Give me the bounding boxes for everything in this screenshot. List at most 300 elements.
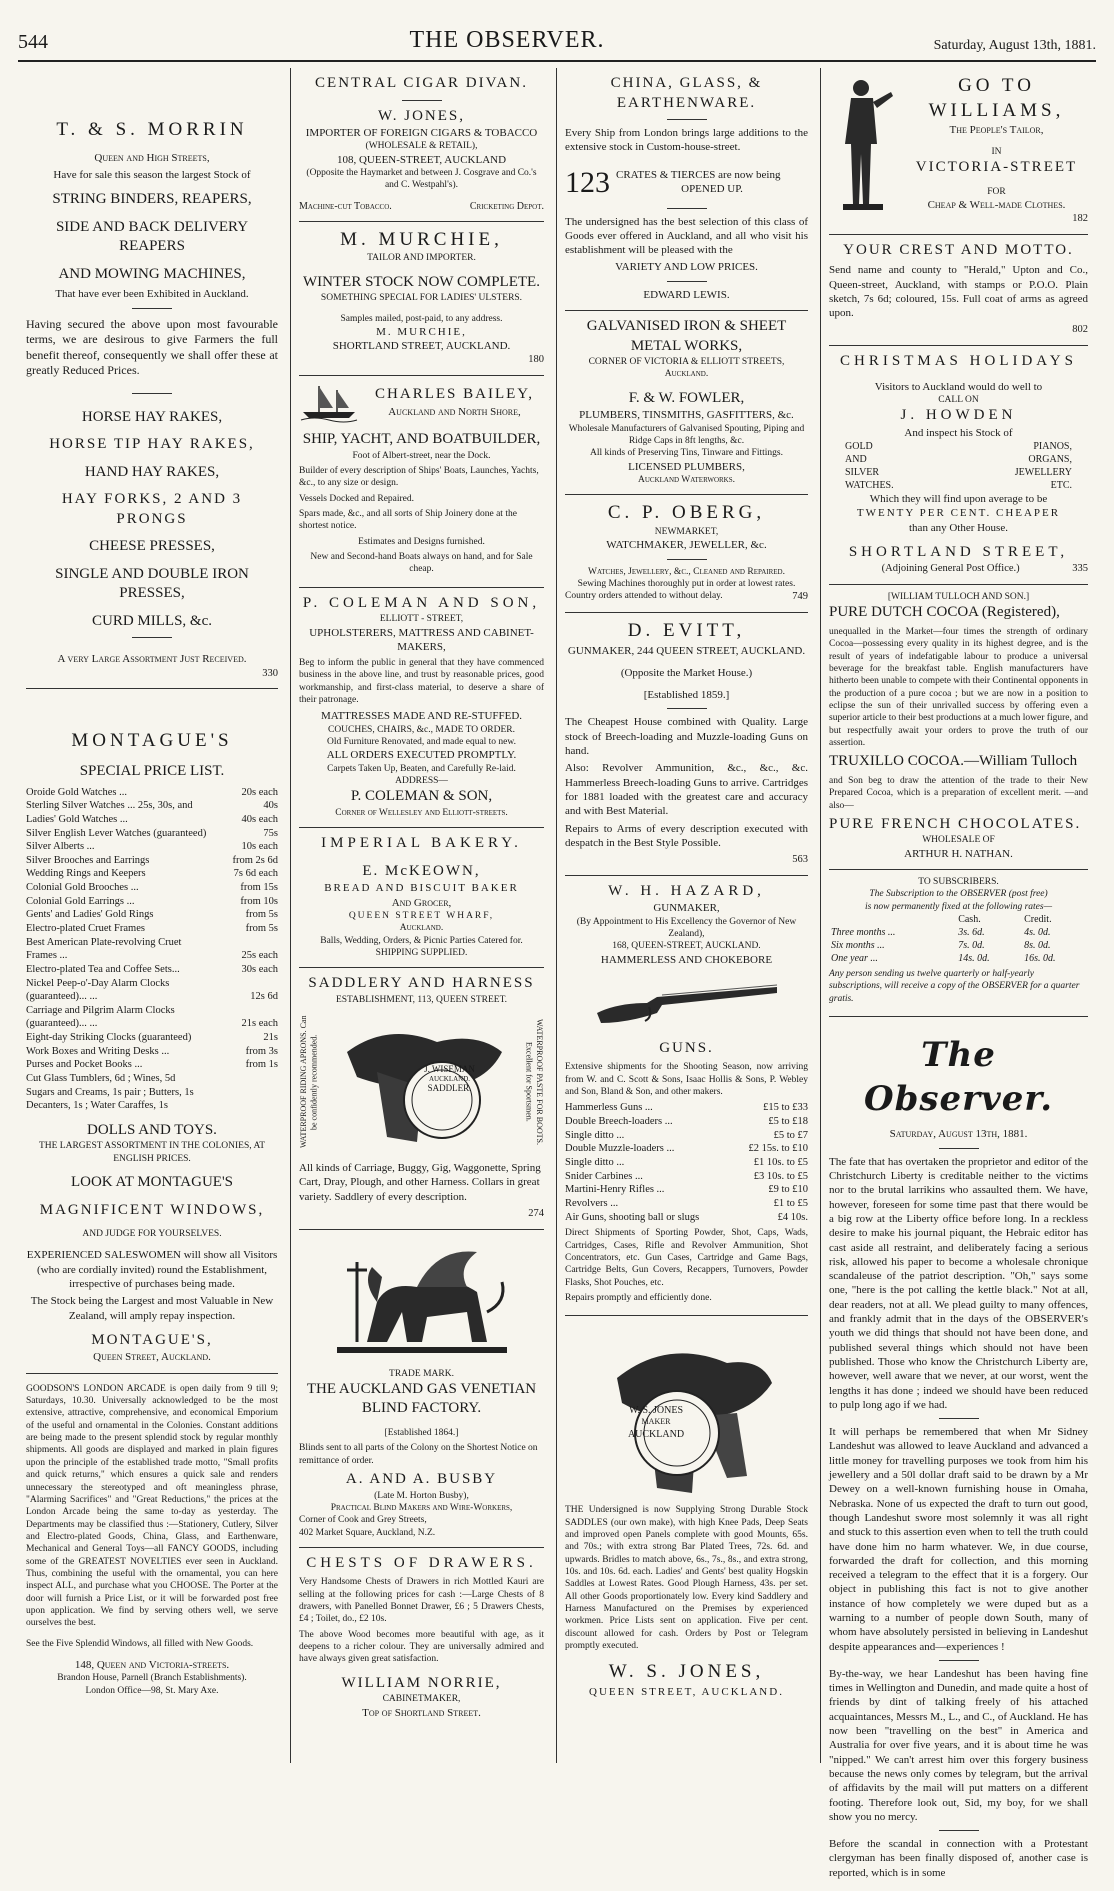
- ad-text: CORNER OF VICTORIA & ELLIOTT STREETS,: [588, 357, 785, 368]
- ad-item: AND MOWING MACHINES,: [58, 265, 246, 282]
- stock-item: ETC.: [1050, 480, 1072, 492]
- ad-text: Extensive shipments for the Shooting Season, now arriving from W. and C. Scott & Sons, Isaac Hollis & Sons, P. Webley and Son, Bland & Son, and other makers.: [565, 1062, 808, 1098]
- item-label: Wedding Rings and Keepers: [26, 868, 146, 880]
- subscription-table: [829, 913, 1088, 965]
- stamp-text: AUCKLAND.: [428, 1074, 471, 1083]
- item-price: 40s each: [241, 813, 278, 825]
- ad-text: Estimates and Designs furnished.: [358, 536, 485, 547]
- price-list: [565, 1101, 808, 1224]
- item-label: Decanters, 1s ; Water Caraffes, 1s: [26, 1100, 168, 1112]
- item-price: 21s: [263, 1032, 278, 1044]
- price-list: [26, 786, 278, 1113]
- tailor-figure-icon: [829, 74, 899, 214]
- ad-text: Spars made, &c., and all sorts of Ship Joinery done at the shortest notice.: [299, 508, 517, 532]
- ad-text: SHORTLAND STREET, AUCKLAND.: [332, 340, 511, 353]
- column-3: [556, 68, 816, 1763]
- item-price: from 3s: [245, 1045, 278, 1057]
- list-item: [565, 1101, 808, 1115]
- ad-text: QUEEN STREET WHARF,: [348, 910, 495, 921]
- side-caption: WATERPROOF PASTE FOR BOOTS. Excellent for Sportsmen.: [524, 1019, 544, 1146]
- ad-text: Having secured the above upon most favourable terms, we are desirous to give Farmers the full benefit thereof, consequently we shall offer these at greatly Reduced Prices.: [26, 316, 278, 378]
- ad-text: TWENTY PER CENT. CHEAPER: [856, 507, 1061, 520]
- ad-text: Cheap & Well-made Clothes.: [927, 198, 1066, 211]
- ad-text: ADDRESS—: [395, 776, 448, 787]
- item-label: Single ditto ...: [565, 1157, 625, 1168]
- ad-goodson: [26, 1374, 278, 1705]
- ad-name: WILLIAM NORRIE,: [341, 1674, 502, 1691]
- item-price: £9 to £10: [768, 1184, 808, 1196]
- ad-bailey: [299, 376, 544, 588]
- item-price: 12s 6d: [250, 991, 278, 1003]
- ad-morrin: [26, 68, 278, 689]
- ad-item: HORSE TIP HAY RAKES,: [49, 436, 255, 453]
- ad-text: WHOLESALE OF: [922, 835, 995, 846]
- ad-text: THE Undersigned is now Supplying Strong Durable Stock SADDLES (our own make), with high Knee Pads, Deep Seats and improved open Panels complete with good Mounts, 65s. and 70s.; with extra strong Bar Plated Trees, 72s. 6d. and upwards. Bridles to match above, 6s., 7s., 8s., and extra strong, 10s. and 10s. 6d. each. Ladies' and Gents' best quality Hogskin Saddles at Lowest Rates. Good Plough Harness, 43s. per set. All other Goods proportionately low. Every kind Saddlery and Harness Manufactured on the Premises by experienced workmen. Price Lists sent on application. Five per cent. discount allowed for cash. Orders by Post or Telegram promptly executed.: [565, 1505, 808, 1652]
- ad-heading: CHESTS OF DRAWERS.: [306, 1554, 537, 1571]
- ad-heading: W. H. HAZARD,: [608, 882, 765, 899]
- ad-text: NEWMARKET,: [654, 526, 719, 537]
- list-item: [565, 1183, 808, 1197]
- notice-text: Any person sending us twelve quarterly or half-yearly subscriptions, will receive a copy of the OBSERVER for a quarter gratis.: [829, 969, 1080, 1004]
- stock-left: [845, 440, 959, 492]
- item-label: Hammerless Guns ...: [565, 1102, 653, 1114]
- ad-heading: T. & S. MORRIN: [56, 119, 248, 140]
- item-label: Eight-day Striking Clocks (guaranteed): [26, 1032, 192, 1044]
- ad-text: FOR: [987, 186, 1006, 197]
- ad-heading: TRUXILLO COCOA.—William Tulloch: [829, 753, 1078, 770]
- stock-item: WATCHES.: [845, 480, 894, 492]
- ad-item: CURD MILLS, &c.: [92, 612, 212, 629]
- list-item: [565, 1197, 808, 1211]
- editorial-paragraph: Before the scandal in connection with a Protestant clergyman has been finally disposed of, another case is reported, which is in some: [829, 1838, 1088, 1879]
- item-price: from 10s: [240, 895, 278, 907]
- divider: [132, 308, 172, 309]
- ad-item: SIDE AND BACK DELIVERY REAPERS: [55, 218, 249, 255]
- ad-text: [Established 1864.]: [384, 1427, 459, 1438]
- ad-text: The People's Tailor,: [949, 124, 1044, 137]
- list-item: [565, 1211, 808, 1225]
- item-label: Colonial Gold Brooches ...: [26, 882, 139, 894]
- ad-heading: C. P. OBERG,: [607, 502, 766, 524]
- item-label: Sugars and Creams, 1s pair ; Butters, 1s: [26, 1086, 194, 1098]
- table-cell: 14s. 0d.: [958, 953, 990, 965]
- list-item: [26, 895, 278, 909]
- editorial-date: Saturday, August 13th, 1881.: [889, 1128, 1028, 1141]
- ad-text: Direct Shipments of Sporting Powder, Shot, Caps, Wads, Cartridges, Cases, Rifle and Revolver Ammunition, Shot Concentrators, etc. Gun Cases, Cartridge and Game Bags, Cartridge Belts, Gun Covers, Recappers, Turnovers, Powder Flasks, Shot Pouches, etc.: [565, 1228, 808, 1288]
- list-item: [26, 1017, 278, 1031]
- ad-heading: CHRISTMAS HOLIDAYS: [840, 353, 1077, 370]
- table-cell: 7s. 0d.: [958, 940, 985, 952]
- ad-hazard: [565, 876, 808, 1316]
- ad-text: Builder of every description of Ships' Boats, Launches, Yachts, &c., to any size or design.: [299, 465, 539, 489]
- ad-text: All kinds of Carriage, Buggy, Gig, Waggonette, Spring Cart, Dray, Plough, and other Harness. Collars in great variety. Saddlery of every description.: [299, 1162, 541, 1203]
- ad-text: Beg to inform the public in general that they have commenced business in the above line, and trust by reasonable prices, good workmanship, and first-class material, to deserve a share of their patronage.: [299, 658, 544, 706]
- ad-text: HAMMERLESS AND CHOKEBORE: [600, 953, 773, 966]
- ad-subheading: SPECIAL PRICE LIST.: [79, 763, 225, 780]
- ad-montague: [26, 689, 278, 1373]
- item-price: 40s: [263, 800, 278, 812]
- ad-text: Foot of Albert-street, near the Dock.: [352, 450, 491, 461]
- ad-number: 335: [1072, 563, 1088, 575]
- item-price: £1 to £5: [773, 1197, 808, 1209]
- ad-item: MAGNIFICENT WINDOWS,: [39, 1201, 265, 1218]
- issue-date: Saturday, August 13th, 1881.: [933, 38, 1096, 53]
- item-label: Snider Carbines ...: [565, 1170, 643, 1182]
- item-price: 20s each: [241, 786, 278, 798]
- ad-heading: PURE FRENCH CHOCOLATES.: [829, 815, 1082, 832]
- ad-text: (Opposite the Market House.): [620, 666, 753, 679]
- stock-right: [959, 440, 1073, 492]
- ad-text: ELLIOTT - STREET,: [379, 614, 464, 625]
- item-price: £3 10s. to £5: [753, 1170, 808, 1182]
- list-item: [26, 990, 278, 1004]
- griffin-trademark: [299, 1242, 544, 1362]
- divider: [939, 1660, 979, 1661]
- ad-text: And Grocer,: [391, 896, 452, 909]
- ad-text: IMPORTER OF FOREIGN CIGARS & TOBACCO: [305, 127, 538, 139]
- ad-heading: PURE DUTCH COCOA (Registered),: [829, 604, 1060, 621]
- ad-text: EXPERIENCED SALESWOMEN will show all Visitors (who are cordially invited) round the Establishment, irrespective of purchases being made.: [26, 1249, 278, 1291]
- divider: [939, 1418, 979, 1419]
- table-row: [829, 939, 1088, 952]
- ad-name: EDWARD LEWIS.: [643, 288, 730, 301]
- list-item: [26, 1086, 278, 1100]
- column-2: [290, 68, 552, 1763]
- ad-name: A. AND A. BUSBY: [345, 1471, 498, 1488]
- saddle-illustration: [565, 1328, 808, 1498]
- ad-text: 402 Market Square, Auckland, N.Z.: [299, 1527, 436, 1538]
- table-cell: Three months ...: [831, 927, 896, 939]
- ad-heading: SADDLERY AND HARNESS: [308, 975, 535, 992]
- list-item: [26, 840, 278, 854]
- ad-text: MATTRESSES MADE AND RE-STUFFED.: [320, 710, 523, 723]
- stock-item: JEWELLERY: [1014, 467, 1072, 479]
- ad-text: PLUMBERS, TINSMITHS, GASFITTERS, &c.: [579, 409, 794, 422]
- ad-text: The above Wood becomes more beautiful with age, as it deepens to a richer colour. They are universally admired and have always given great satisfaction.: [299, 1629, 544, 1665]
- item-label: Silver Alberts ...: [26, 841, 95, 853]
- list-item: [565, 1170, 808, 1184]
- ad-saddlery: [299, 968, 544, 1229]
- ad-heading: MONTAGUE'S: [71, 730, 233, 752]
- ad-number: 749: [792, 591, 808, 603]
- divider: [132, 393, 172, 394]
- list-item: [565, 1156, 808, 1170]
- ad-text: Sewing Machines thoroughly put in order at lowest rates.: [577, 578, 796, 589]
- ad-text: TAILOR AND IMPORTER.: [367, 253, 476, 264]
- ad-text: The Stock being the Largest and most Valuable in New Zealand, will amply repay inspection.: [30, 1295, 274, 1322]
- ad-name: F. & W. FOWLER,: [628, 389, 745, 406]
- ad-text: VARIETY AND LOW PRICES.: [615, 261, 758, 274]
- ad-text: than any Other House.: [909, 521, 1008, 534]
- ad-text: All kinds of Preserving Tins, Tinware and Fittings.: [590, 448, 783, 459]
- ad-text: COUCHES, CHAIRS, &c., MADE TO ORDER.: [327, 724, 516, 735]
- list-item: [26, 786, 278, 800]
- ad-heading: P. COLEMAN AND SON,: [302, 594, 541, 611]
- ad-imperial-bakery: [299, 828, 544, 968]
- divider: [667, 559, 707, 560]
- ad-text: New and Second-hand Boats always on hand, and for Sale cheap.: [310, 551, 533, 575]
- masthead: [18, 28, 1096, 62]
- ad-text: OPENED UP.: [681, 183, 743, 196]
- stock-item: PIANOS,: [1033, 441, 1072, 453]
- ad-text: UPHOLSTERERS, MATTRESS AND CABINET-MAKERS,: [309, 626, 534, 653]
- item-price: 21s each: [241, 1018, 278, 1030]
- ad-address: Queen Street, Auckland.: [93, 1351, 211, 1364]
- ad-text: VICTORIA-STREET: [915, 159, 1078, 176]
- item-price: from 2s 6d: [232, 854, 278, 866]
- list-item: [26, 1031, 278, 1045]
- ad-heading: M. MURCHIE,: [340, 228, 503, 250]
- ad-heading: THE AUCKLAND GAS VENETIAN BLIND FACTORY.: [306, 1380, 537, 1417]
- ad-text: Blinds sent to all parts of the Colony on the Shortest Notice on remittance of order.: [299, 1443, 538, 1466]
- item-label: Work Boxes and Writing Desks ...: [26, 1045, 170, 1057]
- ad-text: (WHOLESALE & RETAIL),: [365, 141, 478, 152]
- ad-number: 563: [792, 854, 808, 866]
- item-label: Best American Plate-revolving Cruet: [26, 936, 182, 948]
- ad-galvanised: [565, 311, 808, 495]
- ad-text: Auckland Waterworks.: [637, 474, 736, 485]
- item-price: £4 10s.: [777, 1211, 808, 1223]
- ad-blind-factory: [299, 1230, 544, 1548]
- ad-name: P. COLEMAN & SON,: [350, 788, 493, 805]
- ad-murchie: [299, 222, 544, 376]
- item-price: 25s each: [241, 950, 278, 962]
- ad-text: THE LARGEST ASSORTMENT IN THE COLONIES, AT ENGLISH PRICES.: [38, 1141, 266, 1164]
- saddle-illustration: [321, 1012, 522, 1152]
- ad-footer-row: [299, 200, 544, 213]
- ad-chests: [299, 1548, 544, 1728]
- ad-text: That have ever been Exhibited in Auckland.: [55, 288, 249, 301]
- item-label: Silver Brooches and Earrings: [26, 854, 150, 866]
- side-caption: WATERPROOF RIDING APRONS. Can be confidently recommended.: [299, 1015, 319, 1149]
- divider: [939, 1830, 979, 1831]
- big-number: 123: [565, 165, 610, 199]
- list-item: [565, 1142, 808, 1156]
- ad-subheading: ESTABLISHMENT, 113, QUEEN STREET.: [335, 994, 508, 1005]
- stamp-text: AUCKLAND: [627, 1428, 685, 1440]
- column-4: [820, 68, 1096, 1879]
- ad-text: BREAD AND BISCUIT BAKER: [324, 882, 519, 895]
- ad-heading: IMPERIAL BAKERY.: [321, 835, 522, 852]
- stock-item: AND: [845, 454, 867, 466]
- ad-text: The Cheapest House combined with Quality. Large stock of Breech-loading and Muzzle-loading Guns on hand.: [565, 716, 808, 758]
- item-label: Ladies' Gold Watches ...: [26, 813, 128, 825]
- list-item: [26, 881, 278, 895]
- ad-heading: GALVANISED IRON & SHEET METAL WORKS,: [586, 318, 787, 354]
- ad-heading: D. EVITT,: [627, 619, 746, 641]
- ad-text: Which they will find upon average to be: [869, 493, 1048, 506]
- stamp-text: W. S. JONES: [628, 1405, 684, 1417]
- ad-subheading: Auckland and North Shore,: [388, 405, 521, 418]
- stamp-text: J. WISEMAN: [424, 1064, 475, 1075]
- list-item: [26, 977, 278, 991]
- ad-subheading: GUNS.: [659, 1039, 714, 1056]
- item-label: Carriage and Pilgrim Alarm Clocks: [26, 1004, 175, 1016]
- list-item: [26, 1099, 278, 1113]
- ad-text: M. MURCHIE,: [376, 325, 467, 338]
- ad-text: Every Ship from London brings large additions to the extensive stock in Custom-house-street.: [565, 127, 808, 154]
- item-label: Oroide Gold Watches ...: [26, 786, 128, 798]
- ad-text: SHIPPING SUPPLIED.: [375, 947, 468, 958]
- divider: [667, 708, 707, 709]
- table-header: Cash.: [958, 914, 981, 926]
- table-row: [829, 952, 1088, 965]
- ad-text: GOODSON'S LONDON ARCADE is open daily from 9 till 9; Saturdays, 10.30. Universally acknowledged to be the most extensive, attractive, comprehensive, and economical Emporium of the useful and ornamental in the Colonies. Constant additions are being made to the present splendid stock by regular monthly shipments. All goods are displayed and marked in plain figures upon the principle of the established trade motto, "Small profits and quick returns," which ensures a quick sale and renders unnecessary the stereotyped and oft meaningless phrase, "Alarming Sacrifices" and "Great Reductions," the prices at the London Arcade being the same to-day as yesterday. The Departments may be classified thus :—Stationery, Cutlery, Silver and Electro-plated Goods, China, Glass, and Earthenware, Mechanical and General Toys—all FANCY GOODS, including some of the GREATEST NOVELTIES ever seen in Auckland. Thus, combining the useful with the ornamental, you can here inspect ALL, and purchase what you CHOOSE. The Porter at the door will furnish a Price List, or it will be forwarded post free upon application. We find by serving others well, we serve ourselves the best.: [26, 1383, 278, 1629]
- item-price: 30s each: [241, 963, 278, 975]
- item-price: from 1s: [245, 1059, 278, 1071]
- item-label: Air Guns, shooting ball or slugs: [565, 1211, 700, 1223]
- list-item: [26, 799, 278, 813]
- ad-text: Have for sale this season the largest Stock of: [53, 168, 251, 181]
- ad-text: WATCHMAKER, JEWELLER, &c.: [606, 539, 767, 552]
- ad-text: SOMETHING SPECIAL FOR LADIES' ULSTERS.: [320, 293, 523, 304]
- divider: [667, 119, 707, 120]
- item-price: from 5s: [245, 922, 278, 934]
- ad-text: ARTHUR H. NATHAN.: [904, 847, 1013, 860]
- item-label: (guaranteed)... ...: [26, 991, 98, 1003]
- ad-text: and Son beg to draw the attention of the trade to their New Prepared Cocoa, which is a preparation of excellent merit. —and also—: [829, 775, 1088, 811]
- stock-list: [829, 440, 1088, 492]
- ad-item: SINGLE AND DOUBLE IRON PRESSES,: [55, 565, 249, 602]
- ad-text: Corner of Cook and Grey Streets,: [299, 1515, 427, 1526]
- list-item: [26, 854, 278, 868]
- list-item: [26, 949, 278, 963]
- ad-text: (By Appointment to His Excellency the Governor of New Zealand),: [576, 916, 797, 939]
- ad-text: Carpets Taken Up, Beaten, and Carefully Re-laid.: [327, 763, 516, 774]
- ad-address: Queen and High Streets,: [94, 151, 210, 164]
- item-label: Double Breech-loaders ...: [565, 1116, 673, 1128]
- page-number: 544: [18, 31, 48, 53]
- ad-text: Samples mailed, post-paid, to any address.: [340, 313, 503, 324]
- ad-name: W. JONES,: [377, 107, 466, 124]
- ad-text: Watches, Jewellery, &c., Cleaned and Repaired.: [588, 566, 785, 577]
- ad-heading: CENTRAL CIGAR DIVAN.: [315, 75, 528, 91]
- item-price: 7s 6d each: [233, 868, 278, 880]
- ad-text: London Office—98, St. Mary Axe.: [85, 1685, 219, 1696]
- list-item: [26, 1072, 278, 1086]
- ad-text: Auckland.: [399, 923, 444, 934]
- ad-text: SHIP, YACHT, AND BOATBUILDER,: [302, 431, 541, 448]
- item-price: £2 15s. to £10: [748, 1143, 808, 1155]
- ad-address: QUEEN STREET, AUCKLAND.: [589, 1686, 784, 1699]
- ad-text: WINTER STOCK NOW COMPLETE.: [303, 273, 540, 290]
- table-header: Credit.: [1024, 914, 1052, 926]
- ad-heading: YOUR CREST AND MOTTO.: [843, 241, 1074, 258]
- ad-text: Auckland.: [664, 369, 709, 380]
- subscribers-notice: [829, 870, 1088, 1017]
- item-label: Colonial Gold Earrings ...: [26, 895, 135, 907]
- item-label: Gents' and Ladies' Gold Rings: [26, 909, 154, 921]
- ad-text: 168, QUEEN-STREET, AUCKLAND.: [612, 941, 761, 952]
- ad-text: LICENSED PLUMBERS,: [628, 460, 745, 473]
- ad-item: HORSE HAY RAKES,: [81, 408, 223, 425]
- divider: [667, 281, 707, 282]
- table-cell: One year ...: [831, 953, 878, 965]
- table-cell: Six months ...: [831, 940, 885, 952]
- editorial: [829, 1017, 1088, 1891]
- ad-text: Country orders attended to without delay.: [565, 591, 723, 602]
- ad-number: 274: [528, 1208, 544, 1219]
- ad-number: 182: [1072, 213, 1088, 225]
- ad-williams: [829, 68, 1088, 235]
- item-price: from 15s: [240, 882, 278, 894]
- stock-item: ORGANS,: [1028, 454, 1072, 466]
- item-label: Double Muzzle-loaders ...: [565, 1143, 675, 1155]
- item-price: 75s: [263, 827, 278, 839]
- stock-item: SILVER: [845, 467, 880, 479]
- ad-text: Send name and county to "Herald," Upton and Co., Queen-street, Auckland, with stamps or P.O.O. Plain sketch, 7s 6d; coloured, 15s. Full coat of arms as agreed upon.: [829, 264, 1088, 320]
- divider: [939, 1148, 979, 1149]
- ad-text: Old Furniture Renovated, and made equal to new.: [326, 737, 517, 748]
- ad-item: STRING BINDERS, REAPERS,: [52, 191, 252, 208]
- ad-footer: A very Large Assortment Just Received.: [57, 653, 247, 666]
- ad-text: Brandon House, Parnell (Branch Establishments).: [57, 1673, 247, 1684]
- list-item: [26, 1058, 278, 1072]
- editorial-paragraph: The fate that has overtaken the proprietor and editor of the Christchurch Liberty is creditable neither to the victims nor to the brutal larrikins who assaulted them. We have, however, foreseen for some time past that there would be a big row at the Liberty office before long. In a reckless desire to make his journal piquant, the Hebraic editor has cast aside all restraint, and deliberately facing a serious risk, allowed his paper to become a wholesale chronique scandaleuse of the patriot description. "Oh," says some one, "here is the pot calling the kettle black." Not at all, dear readers, not at all. We plead guilty to many offences, and frankly admit that in the days of the OBSERVER's youth we did things that should not have been done, and published several things which should not have been published. Those who know the Christchurch Liberty are, however, well aware that we never, at our worst, went the lengths it has done ; indeed we should have been reduced to pulp long ago if we had.: [829, 1155, 1088, 1411]
- item-label: Martini-Henry Rifles ...: [565, 1184, 665, 1196]
- item-label: Frames ...: [26, 950, 68, 962]
- ad-text: CALL ON: [938, 394, 979, 405]
- ad-text: The undersigned has the best selection of this class of Goods ever offered in Auckland, and all who visit his establishment will be pleased with the: [565, 215, 808, 257]
- ad-item: DOLLS AND TOYS.: [87, 1121, 217, 1138]
- ad-oberg: [565, 495, 808, 613]
- ad-text: Visitors to Auckland would do well to: [874, 380, 1043, 393]
- ad-text: 108, QUEEN-STREET, AUCKLAND: [336, 153, 507, 166]
- ad-text: [Established 1859.]: [643, 689, 730, 702]
- item-label: Electro-plated Tea and Coffee Sets...: [26, 963, 180, 975]
- ad-text: GUNMAKER, 244 QUEEN STREET, AUCKLAND.: [567, 644, 806, 657]
- list-item: [26, 922, 278, 936]
- list-item: [26, 867, 278, 881]
- item-label: Cut Glass Tumblers, 6d ; Wines, 5d: [26, 1073, 176, 1085]
- griffin-icon: [327, 1242, 517, 1362]
- ad-text: Vessels Docked and Repaired.: [299, 493, 415, 504]
- ad-text: Balls, Wedding, Orders, & Picnic Parties Catered for.: [320, 935, 523, 946]
- ad-heading: GO TO WILLIAMS,: [928, 75, 1065, 121]
- notice-text: The Subscription to the OBSERVER (post free): [869, 889, 1048, 900]
- ad-cocoa: [829, 585, 1088, 870]
- ad-text: [WILLIAM TULLOCH AND SON.]: [887, 592, 1030, 603]
- list-item: [26, 1045, 278, 1059]
- item-label: Single ditto ...: [565, 1129, 625, 1141]
- ad-text: Also: Revolver Ammunition, &c., &c., &c. Hammerless Breech-loading Guns to arrive. Cartridges for 1881 loaded with the greatest care and accuracy and with Best Material.: [565, 762, 808, 818]
- ad-name: J. HOWDEN: [900, 407, 1017, 424]
- editorial-masthead: The Observer.: [863, 1035, 1054, 1120]
- table-cell: 4s. 0d.: [1024, 927, 1051, 939]
- ad-text: Repairs to Arms of every description executed with despatch in the Best Style Possible.: [565, 822, 808, 849]
- ad-address: 148, Queen and Victoria-streets.: [74, 1658, 230, 1671]
- list-item: [26, 936, 278, 950]
- ship-icon: [299, 382, 359, 422]
- table-cell: 3s. 6d.: [958, 927, 985, 939]
- list-item: [26, 908, 278, 922]
- ad-text: CRATES & TIERCES are now being: [616, 168, 781, 181]
- ad-address: Top of Shortland Street.: [362, 1706, 481, 1719]
- item-label: Nickel Peep-o'-Day Alarm Clocks: [26, 977, 170, 989]
- ad-text: IN: [991, 146, 1002, 157]
- ad-text: (Adjoining General Post Office.): [881, 563, 1020, 575]
- ad-ws-jones: [565, 1316, 808, 1707]
- ad-heading: CHARLES BAILEY,: [375, 386, 534, 403]
- stamp-text: MAKER: [641, 1417, 671, 1427]
- divider: [402, 100, 442, 101]
- column-1: [18, 68, 286, 1763]
- ad-christmas: [829, 346, 1088, 585]
- ad-text: AND JUDGE FOR YOURSELVES.: [82, 1229, 222, 1240]
- item-price: £1 10s. to £5: [753, 1157, 808, 1168]
- item-label: Purses and Pocket Books ...: [26, 1059, 143, 1071]
- item-price: £15 to £33: [763, 1102, 808, 1114]
